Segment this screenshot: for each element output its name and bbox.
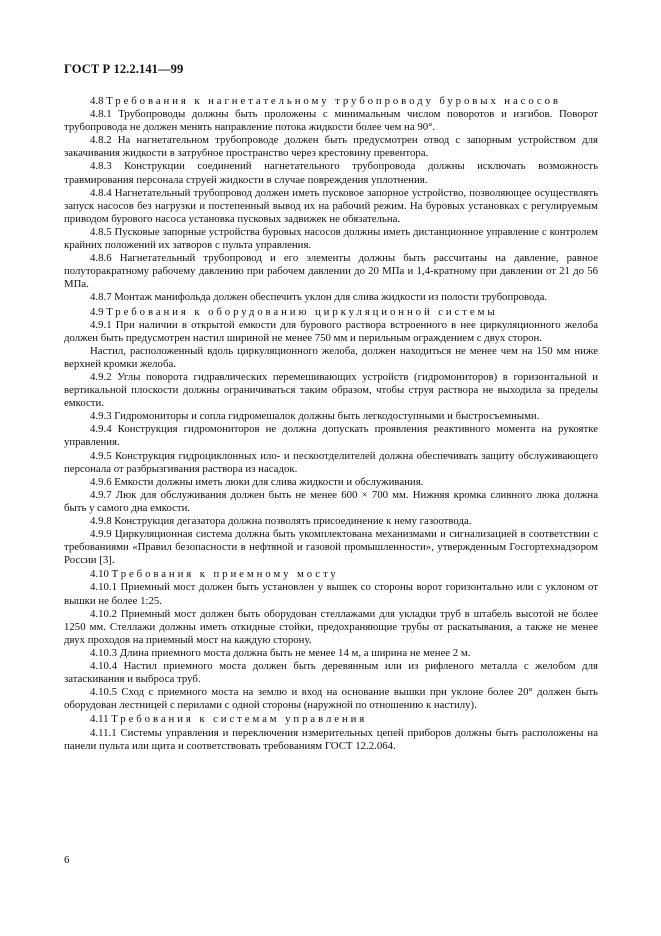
section-title: Требования к приемному мосту <box>111 568 339 581</box>
clause-number: 4.9.9 <box>90 528 112 541</box>
clause-text: Циркуляционная система должна быть укомплектована механизмами и сигнализацией в соответствии с требованиями «Правил безопасности в нефтяной и газовой промышленности», утвержденным Госгортехнадзором России [3]. <box>64 528 599 567</box>
clause-number: 4.9.5 <box>90 449 112 462</box>
clause-paragraph <box>64 291 598 304</box>
clause-number: 4.10.3 <box>90 646 117 659</box>
clause-paragraph <box>64 187 598 226</box>
clause-paragraph <box>64 371 598 410</box>
clause-text: Люк для обслуживания должен быть не менее 600 × 700 мм. Нижняя кромка сливного люка должна быть у самого дна емкости. <box>64 488 598 514</box>
clause-number: 4.8.4 <box>90 186 112 199</box>
clause-paragraph <box>64 528 598 567</box>
clause-paragraph <box>64 423 598 449</box>
clause-number: 4.9.4 <box>90 423 112 436</box>
clause-number: 4.8.5 <box>90 225 112 238</box>
section-title: Требования к системам управления <box>111 713 368 726</box>
clause-paragraph <box>64 647 598 660</box>
clause-text: Длина приемного моста должна быть не менее 14 м, а ширина не менее 2 м. <box>119 646 471 659</box>
clause-number: 4.8.1 <box>90 108 112 121</box>
clause-text: Сход с приемного моста на землю и вход на основание вышки при уклоне более 20° должен быть оборудован лестницей с перилами с одной стороны (наружной по отношению к настилу). <box>64 686 598 712</box>
section-heading <box>64 568 598 581</box>
clause-text: Трубопроводы должны быть проложены с минимальным числом поворотов и изгибов. Поворот трубопровода не должен менять направление потока жидкости более чем на 90°. <box>64 108 598 134</box>
clause-text: Конструкции соединений нагнетательного трубопровода должны исключать возможность травмирования персонала струей жидкости в случае повреждения уплотнения. <box>64 160 598 186</box>
clause-number: 4.9 <box>90 305 104 318</box>
section-title: Требования к оборудованию циркуляционной системы <box>106 305 498 318</box>
clause-text: Системы управления и переключения измерительных цепей приборов должны быть расположены на панели пульта или щита и соответствовать требованиям ГОСТ 12.2.064. <box>64 726 598 752</box>
clause-number: 4.8.7 <box>90 291 112 304</box>
clause-paragraph <box>64 727 598 753</box>
clause-number: 4.9.8 <box>90 515 112 527</box>
clause-paragraph <box>64 476 598 489</box>
clause-text: Нагнетательный трубопровод должен иметь пусковое запорное устройство, позволяющее осуществлять запуск насосов без нагрузки и постепенный вывод их на рабочий режим. На буровых установках с регулируемым приводом бурового насоса установка пусковых задвижек не обязательна. <box>64 186 598 225</box>
section-title: Требования к нагнетательному трубопроводу буровых насосов <box>106 95 561 107</box>
document-body <box>64 94 598 753</box>
clause-text: Углы поворота гидравлических перемешивающих устройств (гидромониторов) в горизонтальной и вертикальной плоскости должны ограничиваться таким образом, чтобы струя раствора не выходила за пределы емкости. <box>64 370 598 410</box>
clause-text: Настил, расположенный вдоль циркуляционного желоба, должен находиться не менее чем на 150 мм ниже верхней кромки желоба. <box>64 344 598 370</box>
clause-text: Емкости должны иметь люки для слива жидкости и обслуживания. <box>114 475 424 488</box>
clause-text: Настил приемного моста должен быть деревянным или из рифленого металла с желобом для затаскивания и выброса труб. <box>64 660 598 686</box>
clause-number: 4.11.1 <box>90 726 117 739</box>
clause-text: Приемный мост должен быть оборудован стеллажами для укладки труб в штабель высотой не более 1250 мм. Стеллажи должны иметь откидные стойки, предохраняющие трубы от раскатывания, а также не менее двух проходов на приемный мост на каждую сторону. <box>64 607 598 646</box>
clause-paragraph <box>64 319 598 345</box>
clause-paragraph <box>64 226 598 252</box>
clause-number: 4.10 <box>90 568 109 581</box>
clause-paragraph <box>64 581 598 607</box>
clause-paragraph <box>64 108 598 134</box>
clause-text: Конструкция гидроциклонных ило- и пескоотделителей должна обеспечивать защиту обслуживающего персонала от разбрызгивания раствора из насадок. <box>64 449 599 475</box>
clause-paragraph <box>64 252 598 291</box>
clause-paragraph <box>64 134 598 160</box>
clause-text: Гидромониторы и сопла гидромешалок должны быть легкодоступными и быстросъемными. <box>114 410 540 423</box>
clause-paragraph <box>64 660 598 686</box>
clause-number: 4.11 <box>90 713 109 726</box>
clause-text: При наличии в открытой емкости для бурового раствора встроенного в нее циркуляционного желоба должен быть предусмотрен настил шириной не менее 750 мм и перильным ограждением с двух сторон. <box>64 318 599 344</box>
clause-number: 4.8.6 <box>90 252 112 265</box>
clause-number: 4.10.4 <box>90 660 117 673</box>
clause-number: 4.10.1 <box>90 581 117 594</box>
clause-number: 4.10.2 <box>90 607 117 620</box>
clause-text: Приемный мост должен быть установлен у вышек со стороны ворот горизонтально или с уклоном от вышки не более 1:25. <box>64 581 599 607</box>
clause-paragraph <box>64 160 598 186</box>
clause-number: 4.9.6 <box>90 475 112 488</box>
document-header: ГОСТ Р 12.2.141—99 <box>64 62 184 76</box>
clause-paragraph <box>64 489 598 515</box>
clause-text: Конструкция дегазатора должна позволять присоединение к нему газоотвода. <box>114 515 472 527</box>
page-number: 6 <box>64 854 70 866</box>
clause-paragraph <box>64 450 598 476</box>
clause-text: Монтаж манифольда должен обеспечить уклон для слива жидкости из полости трубопровода. <box>114 291 548 304</box>
clause-paragraph <box>64 686 598 712</box>
clause-number: 4.9.1 <box>90 318 112 331</box>
clause-number: 4.8.3 <box>90 160 112 173</box>
clause-number: 4.8 <box>90 95 104 107</box>
clause-paragraph <box>64 410 598 423</box>
section-heading <box>64 306 598 319</box>
clause-number: 4.9.7 <box>90 488 112 501</box>
clause-text: На нагнетательном трубопроводе должен быть предусмотрен отвод с запорным устройством для закачивания жидкости в затрубное пространство через крестовину превентора. <box>64 134 598 160</box>
section-heading <box>64 95 598 108</box>
clause-number: 4.8.2 <box>90 134 112 147</box>
clause-text: Нагнетательный трубопровод и его элементы должны быть рассчитаны на давление, равное полуторакратному рабочему давлению при рабочем давлении до 20 МПа и 1,4-кратному при давлении от 21 до 56 МПа. <box>64 252 598 291</box>
clause-number: 4.9.3 <box>90 410 112 423</box>
clause-text: Пусковые запорные устройства буровых насосов должны иметь дистанционное управление с контролем крайних положений их затворов с пульта управления. <box>64 225 598 252</box>
clause-paragraph <box>64 608 598 647</box>
section-heading <box>64 713 598 726</box>
clause-paragraph <box>64 515 598 528</box>
clause-number: 4.10.5 <box>90 686 117 699</box>
clause-text: Конструкция гидромониторов не должна допускать проявления реактивного момента на рукоятке управления. <box>64 423 598 449</box>
clause-number: 4.9.2 <box>90 370 112 383</box>
clause-paragraph <box>64 345 598 371</box>
